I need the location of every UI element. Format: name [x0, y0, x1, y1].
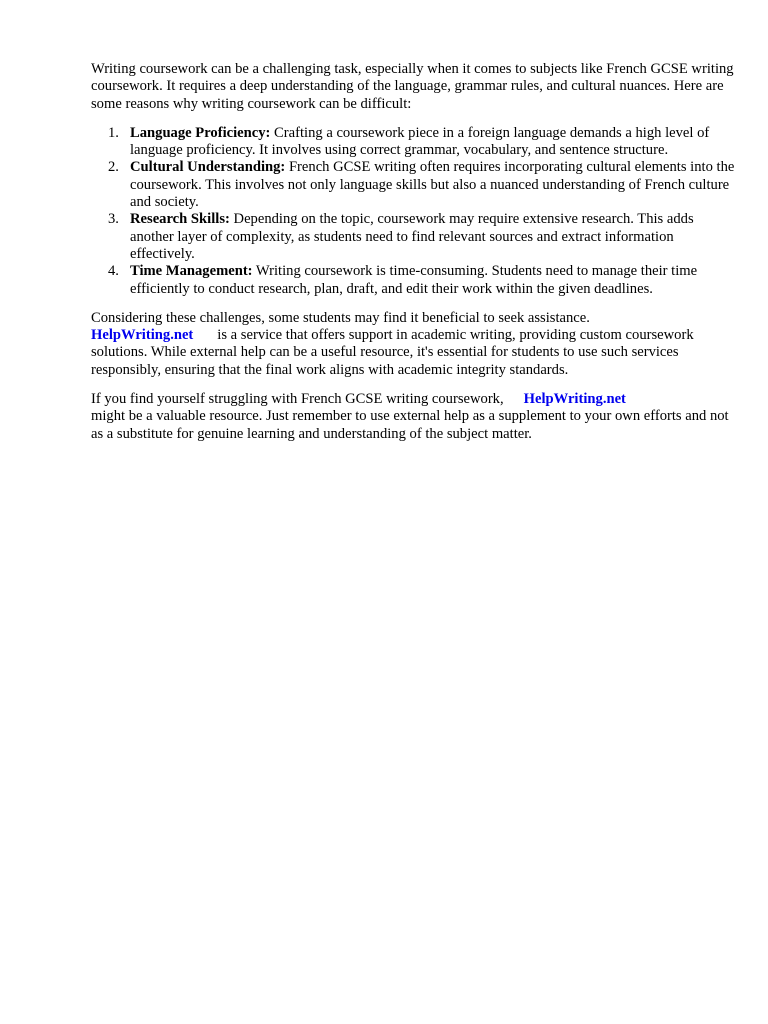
list-item-text: French GCSE writing often requires incorporating cultural elements into the coursework. This involves not only language skills but also a nuanced understanding of French culture and society.: [130, 159, 735, 211]
list-item-number: 1.: [108, 124, 119, 141]
list-item-number: 4.: [108, 263, 119, 280]
helpwriting-link[interactable]: HelpWriting.net: [91, 327, 194, 344]
list-item: [91, 263, 741, 298]
assistance-text-after: is a service that offers support in academic writing, providing custom coursework solutions. While external help can be a useful resource, it's essential for students to use such services responsibly, ensuring that the final work aligns with academic integrity standards.: [91, 327, 694, 378]
closing-text-after: might be a valuable resource. Just remember to use external help as a supplement to your own efforts and not as a substitute for genuine learning and understanding of the subject matter.: [91, 408, 729, 442]
list-item-number: 2.: [108, 159, 119, 176]
document-page: [91, 61, 741, 443]
list-item-number: 3.: [108, 211, 119, 228]
closing-text-before: If you find yourself struggling with French GCSE writing coursework,: [91, 391, 504, 408]
list-item-term: Time Management:: [130, 263, 253, 280]
reasons-list: [91, 125, 741, 298]
closing-paragraph: [91, 391, 741, 443]
list-item-term: Research Skills:: [130, 211, 230, 228]
list-item: [91, 159, 741, 211]
list-item-term: Cultural Understanding:: [130, 159, 286, 176]
assistance-text-before: Considering these challenges, some students may find it beneficial to seek assistance.: [91, 309, 590, 326]
list-item: [91, 211, 741, 263]
list-item-term: Language Proficiency:: [130, 124, 271, 141]
intro-paragraph: Writing coursework can be a challenging task, especially when it comes to subjects like French GCSE writing coursework. It requires a deep understanding of the language, grammar rules, and cultural nuances. Here are some reasons why writing coursework can be difficult:: [91, 61, 734, 112]
helpwriting-link[interactable]: HelpWriting.net: [523, 391, 626, 408]
list-item: [91, 125, 741, 160]
list-item-text: Writing coursework is time-consuming. Students need to manage their time efficiently to conduct research, plan, draft, and edit their work within the given deadlines.: [130, 263, 698, 297]
list-item-text: Depending on the topic, coursework may require extensive research. This adds another layer of complexity, as students need to find relevant sources and extract information effectively.: [130, 211, 694, 262]
list-item-text: Crafting a coursework piece in a foreign language demands a high level of language proficiency. It involves using correct grammar, vocabulary, and sentence structure.: [130, 124, 710, 159]
assistance-paragraph: [91, 310, 741, 379]
